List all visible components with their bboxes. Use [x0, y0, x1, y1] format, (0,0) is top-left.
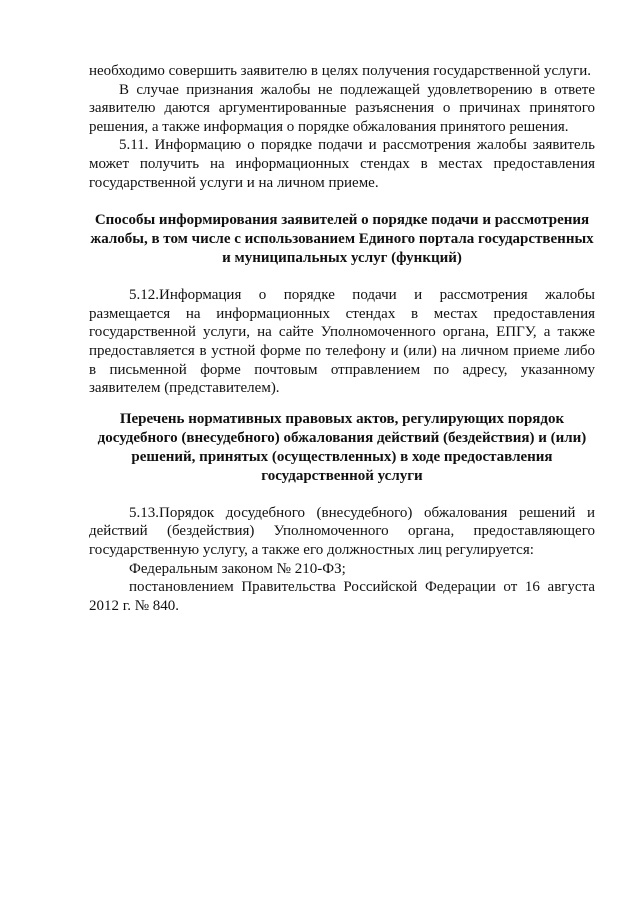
paragraph-5-13: 5.13.Порядок досудебного (внесудебного) обжалования решений и действий (бездействия) Уполномоченного органа, предоставляющего государственную услугу, а также его должностных лиц регулируется:: [89, 504, 595, 558]
section-heading-informing-methods: Способы информирования заявителей о порядке подачи и рассмотрения жалобы, в том числе с использованием Единого портала государственных и муниципальных услуг (функций): [90, 212, 594, 267]
paragraph-rejection-response: В случае признания жалобы не подлежащей удовлетворению в ответе заявителю даются аргументированные разъяснения о причинах принятого решения, а также информация о порядке обжалования принятого решения.: [89, 81, 595, 135]
document-page: [89, 62, 595, 615]
paragraph-5-11: 5.11. Информацию о порядке подачи и рассмотрения жалобы заявитель может получить на информационных стендах в местах предоставления государственной услуги и на личном приеме.: [89, 137, 595, 191]
paragraph-continuation: необходимо совершить заявителю в целях получения государственной услуги.: [89, 63, 592, 79]
list-item-federal-law: Федеральным законом № 210-ФЗ;: [129, 560, 346, 577]
section-heading-regulatory-acts: Перечень нормативных правовых актов, регулирующих порядок досудебного (внесудебного) обжалования действий (бездействия) и (или) решений, принятых (осуществленных) в ходе предоставления государственной услуги: [97, 410, 587, 484]
paragraph-5-12: 5.12.Информация о порядке подачи и рассмотрения жалобы размещается на информационных стендах в местах предоставления государственной услуги, на сайте Уполномоченного органа, ЕПГУ, а также предоставляется в устной форме по телефону и (или) на личном приеме либо в письменной форме почтовым отправлением по адресу, указанному заявителем (представителем).: [89, 287, 595, 397]
list-item-government-decree: постановлением Правительства Российской Федерации от 16 августа 2012 г. № 840.: [89, 579, 595, 614]
